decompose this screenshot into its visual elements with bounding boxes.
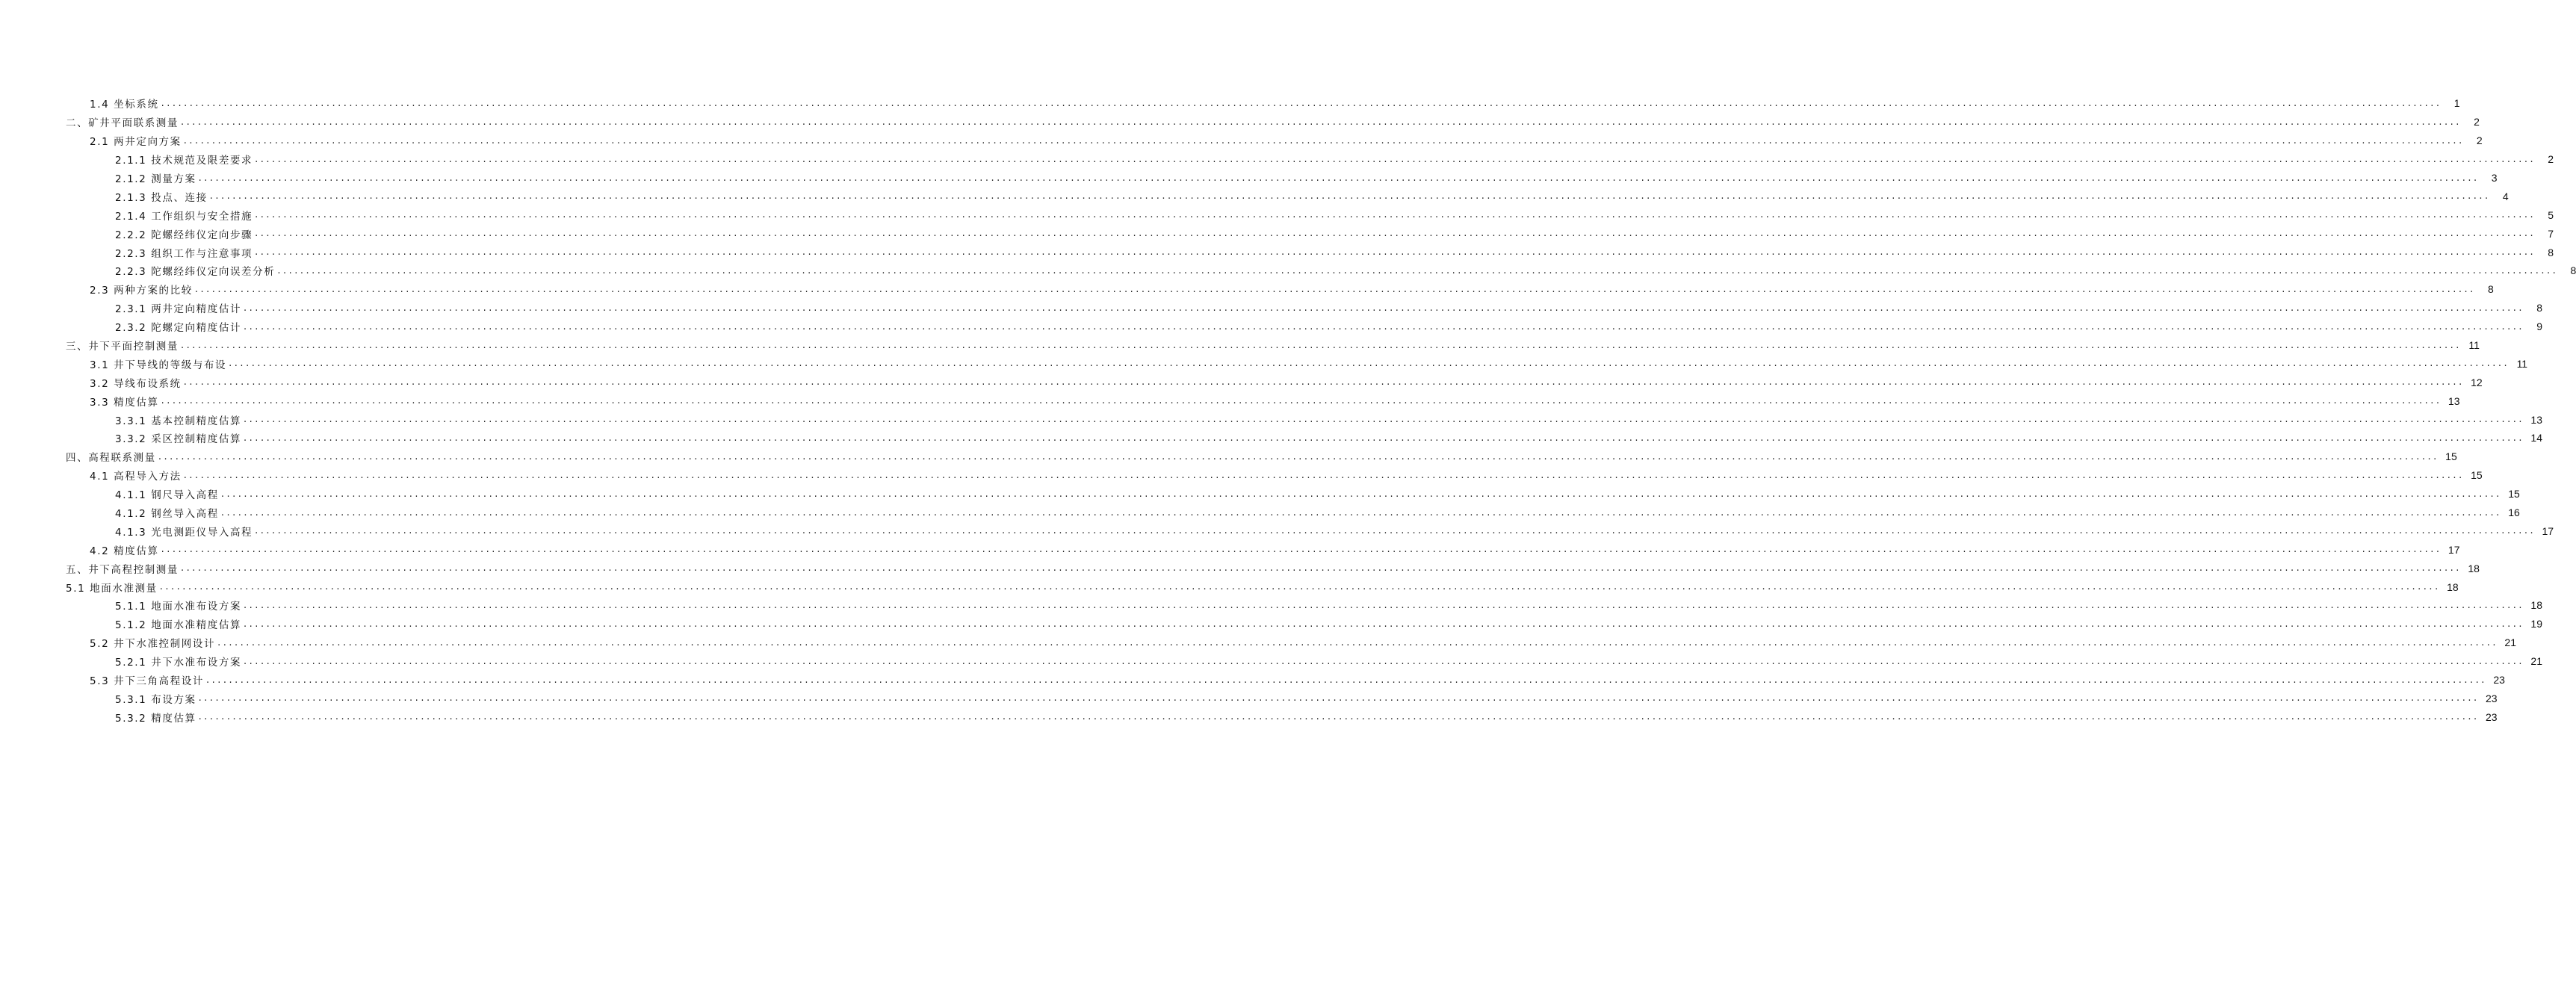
toc-entry[interactable] [0,466,2483,485]
toc-entry-title: 3.3 精度估算 [90,394,160,409]
toc-entry[interactable] [0,429,2542,447]
dot-leader: ................................................................................................................................................................................................................................................................................................................................................................................................................ [244,320,2524,332]
dot-leader: ................................................................................................................................................................................................................................................................................................................................................................................................................ [255,228,2536,240]
toc-entry-title: 5.3 井下三角高程设计 [90,672,205,687]
dot-leader: ................................................................................................................................................................................................................................................................................................................................................................................................................ [244,414,2524,426]
toc-entry[interactable] [0,243,2554,261]
dot-leader: ................................................................................................................................................................................................................................................................................................................................................................................................................ [244,655,2524,667]
toc-entry-page-number: 5 [2548,208,2554,221]
toc-entry-title: 4.1.1 钢尺导入高程 [115,486,220,501]
toc-entry-title: 2.2.3 组织工作与注意事项 [115,245,253,260]
toc-entry[interactable] [0,317,2542,336]
dot-leader: ................................................................................................................................................................................................................................................................................................................................................................................................................ [198,711,2480,723]
toc-entry-title: 2.1.4 工作组织与安全措施 [115,208,253,223]
toc-entry[interactable] [0,652,2542,671]
toc-entry[interactable] [0,596,2542,615]
dot-leader: ................................................................................................................................................................................................................................................................................................................................................................................................................ [220,506,2502,518]
toc-entry-title: 3.1 井下导线的等级与布设 [90,356,227,371]
toc-entry-title: 2.1 两井定向方案 [90,133,182,148]
dot-leader: ................................................................................................................................................................................................................................................................................................................................................................................................................ [181,339,2462,351]
toc-entry-page-number: 15 [2445,450,2457,463]
dot-leader: ................................................................................................................................................................................................................................................................................................................................................................................................................ [209,190,2491,202]
dot-leader: ................................................................................................................................................................................................................................................................................................................................................................................................................ [161,544,2442,556]
dot-leader: ................................................................................................................................................................................................................................................................................................................................................................................................................ [194,283,2476,295]
toc-entry-page-number: 19 [2530,618,2542,630]
toc-entry-title: 3.3.1 基本控制精度估算 [115,412,242,427]
toc-entry-title: 5.2.1 井下水准布设方案 [115,654,242,669]
toc-entry-title: 4.2 精度估算 [90,542,160,557]
toc-entry-page-number: 17 [2447,543,2460,556]
dot-leader: ................................................................................................................................................................................................................................................................................................................................................................................................................ [181,116,2462,128]
toc-entry-title: 2.3.2 陀螺定向精度估计 [115,319,242,334]
toc-entry-page-number: 18 [2447,580,2459,593]
toc-entry-page-number: 8 [2488,283,2494,296]
toc-entry[interactable] [0,577,2459,596]
toc-entry-title: 5.3.1 布设方案 [115,691,197,706]
dot-leader: ................................................................................................................................................................................................................................................................................................................................................................................................................ [161,97,2442,109]
toc-entry-title: 4.1 高程导入方法 [90,468,182,483]
dot-leader: ................................................................................................................................................................................................................................................................................................................................................................................................................ [255,209,2536,221]
toc-entry-page-number: 2 [2548,153,2554,166]
toc-entry-title: 5.2 井下水准控制网设计 [90,635,216,650]
toc-entry[interactable] [0,299,2542,317]
dot-leader: ................................................................................................................................................................................................................................................................................................................................................................................................................ [229,358,2510,370]
toc-entry[interactable] [0,354,2528,373]
toc-entry[interactable] [0,261,2576,280]
toc-entry[interactable] [0,113,2480,131]
toc-entry-page-number: 15 [2508,488,2520,501]
dot-leader: ................................................................................................................................................................................................................................................................................................................................................................................................................ [244,302,2524,314]
dot-leader: ................................................................................................................................................................................................................................................................................................................................................................................................................ [159,581,2441,593]
dot-leader: ................................................................................................................................................................................................................................................................................................................................................................................................................ [181,563,2462,574]
toc-entry-page-number: 11 [2516,357,2528,370]
table-of-contents [0,94,2576,726]
toc-entry-page-number: 2 [2476,134,2483,147]
toc-entry-title: 3.2 导线布设系统 [90,375,182,390]
toc-entry-page-number: 13 [2530,413,2542,426]
dot-leader: ................................................................................................................................................................................................................................................................................................................................................................................................................ [183,376,2465,388]
toc-entry-page-number: 8 [2570,264,2576,277]
toc-entry-title: 4.1.2 钢丝导入高程 [115,505,220,520]
toc-entry[interactable] [0,205,2554,224]
toc-entry-page-number: 8 [2548,246,2554,258]
dot-leader: ................................................................................................................................................................................................................................................................................................................................................................................................................ [183,134,2465,146]
dot-leader: ................................................................................................................................................................................................................................................................................................................................................................................................................ [198,692,2480,704]
toc-entry-title: 1.4 坐标系统 [90,96,160,111]
dot-leader: ................................................................................................................................................................................................................................................................................................................................................................................................................ [205,674,2487,686]
toc-entry-page-number: 11 [2468,339,2480,352]
toc-entry-page-number: 2 [2474,116,2480,128]
toc-entry-title: 五、井下高程控制测量 [66,561,179,576]
toc-entry-title: 2.2.2 陀螺经纬仪定向步骤 [115,226,253,241]
dot-leader: ................................................................................................................................................................................................................................................................................................................................................................................................................ [183,469,2465,481]
toc-entry[interactable] [0,559,2480,577]
toc-entry[interactable] [0,373,2483,391]
toc-entry-page-number: 8 [2536,302,2542,314]
toc-entry-title: 二、矿井平面联系测量 [66,114,179,129]
toc-entry-page-number: 23 [2486,710,2498,723]
toc-entry-title: 2.1.1 技术规范及限差要求 [115,152,253,167]
toc-entry-page-number: 21 [2504,636,2516,649]
toc-entry-title: 2.1.3 投点、连接 [115,189,208,204]
toc-entry-page-number: 21 [2530,655,2542,668]
dot-leader: ................................................................................................................................................................................................................................................................................................................................................................................................................ [220,488,2502,500]
toc-entry[interactable] [0,150,2554,169]
toc-entry[interactable] [0,503,2520,522]
dot-leader: ................................................................................................................................................................................................................................................................................................................................................................................................................ [161,395,2442,407]
toc-entry-title: 2.3 两种方案的比较 [90,282,193,297]
toc-entry[interactable] [0,391,2460,410]
toc-entry-title: 三、井下平面控制测量 [66,338,179,353]
toc-entry-page-number: 17 [2542,524,2554,537]
dot-leader: ................................................................................................................................................................................................................................................................................................................................................................................................................ [244,599,2524,611]
dot-leader: ................................................................................................................................................................................................................................................................................................................................................................................................................ [198,172,2480,184]
toc-entry[interactable] [0,521,2554,540]
dot-leader: ................................................................................................................................................................................................................................................................................................................................................................................................................ [255,525,2536,537]
toc-entry-page-number: 1 [2453,97,2460,110]
toc-entry[interactable] [0,410,2542,429]
toc-entry[interactable] [0,94,2460,113]
toc-entry[interactable] [0,336,2480,355]
toc-entry-page-number: 18 [2530,599,2542,612]
toc-entry-title: 5.1.2 地面水准精度估算 [115,616,242,631]
dot-leader: ................................................................................................................................................................................................................................................................................................................................................................................................................ [255,247,2536,258]
toc-entry-page-number: 16 [2508,506,2520,519]
toc-entry[interactable] [0,540,2460,559]
toc-entry-title: 3.3.2 采区控制精度估算 [115,430,242,445]
toc-entry-page-number: 23 [2486,692,2498,704]
toc-entry[interactable] [0,187,2509,205]
toc-entry[interactable] [0,485,2520,503]
dot-leader: ................................................................................................................................................................................................................................................................................................................................................................................................................ [158,450,2439,462]
toc-entry-title: 2.1.2 测量方案 [115,170,197,185]
toc-entry-title: 5.1 地面水准测量 [66,580,158,595]
dot-leader: ................................................................................................................................................................................................................................................................................................................................................................................................................ [277,264,2559,276]
toc-entry-page-number: 15 [2471,469,2483,482]
toc-entry[interactable] [0,690,2498,708]
toc-entry[interactable] [0,169,2498,188]
toc-entry-title: 5.3.2 精度估算 [115,710,197,725]
toc-entry[interactable] [0,707,2498,726]
toc-entry[interactable] [0,615,2542,633]
toc-entry-page-number: 18 [2468,562,2480,574]
toc-entry-title: 4.1.3 光电测距仪导入高程 [115,524,253,539]
toc-entry-page-number: 23 [2493,674,2505,687]
toc-entry-title: 2.3.1 两井定向精度估计 [115,300,242,315]
toc-entry[interactable] [0,671,2505,690]
dot-leader: ................................................................................................................................................................................................................................................................................................................................................................................................................ [244,432,2524,444]
toc-entry-title: 2.2.3 陀螺经纬仪定向误差分析 [115,263,276,278]
toc-entry-page-number: 4 [2502,190,2509,202]
toc-entry-page-number: 14 [2530,432,2542,444]
dot-leader: ................................................................................................................................................................................................................................................................................................................................................................................................................ [217,636,2498,648]
dot-leader: ................................................................................................................................................................................................................................................................................................................................................................................................................ [255,153,2536,165]
toc-entry-page-number: 7 [2548,227,2554,240]
toc-entry[interactable] [0,280,2494,299]
toc-entry-page-number: 3 [2491,172,2498,184]
toc-entry[interactable] [0,224,2554,243]
toc-entry[interactable] [0,131,2483,150]
toc-entry-page-number: 9 [2536,320,2542,333]
toc-entry-title: 5.1.1 地面水准布设方案 [115,598,242,613]
toc-entry-page-number: 12 [2471,376,2483,388]
toc-entry-page-number: 13 [2447,394,2460,407]
toc-entry-title: 四、高程联系测量 [66,449,157,464]
toc-entry[interactable] [0,447,2457,466]
dot-leader: ................................................................................................................................................................................................................................................................................................................................................................................................................ [244,618,2524,630]
toc-entry[interactable] [0,633,2516,652]
